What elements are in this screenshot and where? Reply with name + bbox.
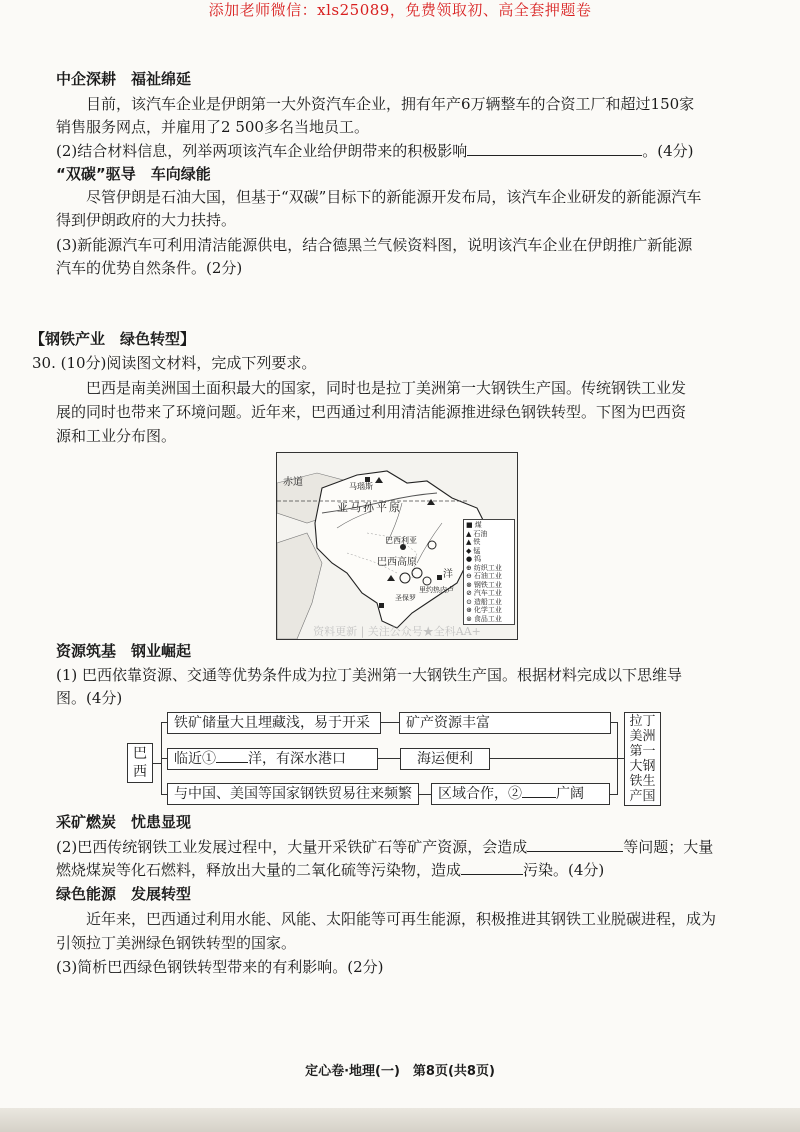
para2-line2: 得到伊朗政府的大力扶持。 bbox=[56, 211, 237, 229]
legend-item bbox=[466, 547, 512, 556]
legend-label: 铁 bbox=[473, 538, 481, 546]
legend-symbol-icon: ⊖ bbox=[466, 572, 472, 580]
mindmap-root: 巴西 bbox=[127, 743, 153, 783]
blank-1[interactable] bbox=[216, 749, 248, 763]
legend-label: 纺织工业 bbox=[473, 563, 502, 572]
legend-label: 造船工业 bbox=[473, 597, 502, 606]
answer-blank-4[interactable] bbox=[461, 859, 523, 875]
legend-label: 汽车工业 bbox=[473, 589, 502, 597]
legend-symbol-icon: ◆ bbox=[466, 546, 472, 555]
map-label-city2: 巴西利亚 bbox=[385, 536, 417, 545]
question-2b-line2-b: 污染。(4分) bbox=[523, 861, 605, 879]
legend-label: 钨 bbox=[474, 555, 482, 563]
legend-symbol-icon: ⊚ bbox=[466, 614, 472, 623]
question-1-line1: (1) 巴西依靠资源、交通等优势条件成为拉丁美洲第一大钢铁生产国。根据材料完成以下思维导 bbox=[56, 666, 683, 684]
legend-label: 石油工业 bbox=[473, 572, 502, 580]
legend-item bbox=[466, 521, 512, 530]
legend-item bbox=[466, 564, 512, 573]
question-2a-text: (2)结合材料信息，列举两项该汽车企业给伊朗带来的积极影响 bbox=[56, 142, 468, 160]
mindmap-row2-left-b: 洋，有深水港口 bbox=[248, 751, 346, 767]
map-label-equator: 赤道 bbox=[283, 477, 303, 488]
para2-line1: 尽管伊朗是石油大国，但基于“双碳”目标下的新能源开发布局，该汽车企业研发的新能源汽车 bbox=[86, 188, 702, 206]
map-legend bbox=[463, 519, 515, 625]
mindmap-result: 拉丁美洲第一大钢铁生产国 bbox=[624, 712, 661, 806]
answer-blank[interactable] bbox=[467, 140, 642, 156]
question-3a-line1: (3)新能源汽车可利用清洁能源供电，结合德黑兰气候资料图，说明该汽车企业在伊朗推广新能源 bbox=[56, 236, 693, 254]
legend-symbol-icon: ▲ bbox=[466, 538, 472, 546]
mindmap-row3-right bbox=[431, 783, 610, 805]
heading-resources: 资源筑基 钢业崛起 bbox=[56, 642, 192, 660]
legend-label: 钢铁工业 bbox=[473, 580, 502, 589]
para1-line2: 销售服务网点，并雇用了2 500多名当地员工。 bbox=[56, 118, 369, 136]
brazil-map bbox=[276, 452, 518, 640]
legend-item bbox=[466, 530, 512, 539]
mindmap-row3-left: 与中国、美国等国家钢铁贸易往来频繁 bbox=[167, 783, 419, 805]
question-3b: (3)简析巴西绿色钢铁转型带来的有利影响。(2分) bbox=[56, 958, 384, 976]
map-watermark: 资料更新 | 关注公众号★全科AA+ bbox=[313, 625, 481, 638]
question-2a-end: 。(4分) bbox=[642, 142, 694, 160]
map-label-city4: 圣保罗 bbox=[395, 594, 416, 602]
legend-item bbox=[466, 615, 512, 624]
legend-item bbox=[466, 581, 512, 590]
question-2b-line1-b: 等问题；大量 bbox=[623, 838, 714, 856]
question-2b-line1-a: (2)巴西传统钢铁工业发展过程中，大量开采铁矿石等矿产资源，会造成 bbox=[56, 838, 528, 856]
question-1-line2: 图。(4分) bbox=[56, 689, 123, 707]
mindmap-row2-left bbox=[167, 748, 378, 770]
blank-2[interactable] bbox=[522, 784, 556, 798]
heading-mining: 采矿燃炭 忧患显现 bbox=[56, 813, 192, 831]
legend-item bbox=[466, 555, 512, 564]
question-2a bbox=[56, 140, 694, 162]
map-label-ocean: 洋 bbox=[443, 569, 453, 580]
map-label-city3: 里约热内卢 bbox=[419, 586, 454, 594]
question-2b-line2-a: 燃烧煤炭等化石燃料，释放出大量的二氧化硫等污染物，造成 bbox=[56, 861, 462, 879]
legend-label: 煤 bbox=[474, 521, 482, 529]
green-para-line1: 近年来，巴西通过利用水能、风能、太阳能等可再生能源，积极推进其钢铁工业脱碳进程，成为 bbox=[86, 910, 717, 928]
legend-label: 石油 bbox=[473, 529, 488, 538]
legend-label: 锰 bbox=[473, 546, 481, 555]
legend-symbol-icon: ⊗ bbox=[466, 580, 472, 589]
map-label-city1: 马瑙斯 bbox=[349, 482, 373, 491]
green-para-line2: 引领拉丁美洲绿色钢铁转型的国家。 bbox=[56, 934, 297, 952]
map-label-plateau: 巴西高原 bbox=[377, 557, 417, 568]
legend-item bbox=[466, 538, 512, 547]
answer-blank-3[interactable] bbox=[527, 836, 623, 852]
legend-item bbox=[466, 598, 512, 607]
legend-symbol-icon: ⊙ bbox=[466, 597, 472, 606]
mindmap-row3-right-a: 区域合作，② bbox=[438, 786, 522, 802]
heading-green-energy: 绿色能源 发展转型 bbox=[56, 885, 192, 903]
question-2b-line1 bbox=[56, 836, 713, 858]
legend-symbol-icon: ⊛ bbox=[466, 606, 472, 614]
heading-dual-carbon: “双碳”驱导 车向绿能 bbox=[56, 165, 211, 183]
legend-symbol-icon: ⊕ bbox=[466, 563, 472, 572]
intro-line2: 展的同时也带来了环境问题。近年来，巴西通过利用清洁能源推进绿色钢铁转型。下图为巴西资 bbox=[56, 403, 687, 421]
legend-symbol-icon: ● bbox=[466, 555, 473, 563]
legend-symbol-icon: ■ bbox=[466, 521, 473, 529]
watermark-banner: 添加老师微信：xls25089，免费领取初、高全套押题卷 bbox=[208, 1, 592, 19]
mindmap-row1-right: 矿产资源丰富 bbox=[399, 712, 611, 734]
question-30-title: 30. (10分)阅读图文材料，完成下列要求。 bbox=[32, 354, 317, 372]
legend-label: 食品工业 bbox=[473, 614, 502, 623]
question-3a-line2: 汽车的优势自然条件。(2分) bbox=[56, 259, 243, 277]
map-label-amazon: 亚马孙平原 bbox=[337, 501, 402, 514]
intro-line1: 巴西是南美洲国土面积最大的国家，同时也是拉丁美洲第一大钢铁生产国。传统钢铁工业发 bbox=[86, 379, 687, 397]
mindmap-row2-left-a: 临近① bbox=[174, 751, 216, 767]
legend-item bbox=[466, 572, 512, 581]
legend-label: 化学工业 bbox=[473, 606, 502, 614]
legend-item bbox=[466, 589, 512, 598]
page-footer: 定心卷·地理(一) 第8页(共8页) bbox=[305, 1064, 495, 1079]
legend-item bbox=[466, 606, 512, 615]
mindmap-row3-right-b: 广阔 bbox=[556, 786, 584, 802]
heading-enterprise: 中企深耕 福祉绵延 bbox=[56, 70, 192, 88]
para1-line1: 目前，该汽车企业是伊朗第一大外资汽车企业，拥有年产6万辆整车的合资工厂和超过150家 bbox=[86, 95, 695, 113]
section-tag-steel: 【钢铁产业 绿色转型】 bbox=[30, 330, 196, 348]
question-2b-line2 bbox=[56, 859, 604, 881]
intro-line3: 源和工业分布图。 bbox=[56, 427, 177, 445]
legend-symbol-icon: ▲ bbox=[466, 529, 472, 538]
mindmap-row1-left: 铁矿储量大且埋藏浅，易于开采 bbox=[167, 712, 381, 734]
scan-edge bbox=[0, 1108, 800, 1132]
mindmap-row2-right: 海运便利 bbox=[400, 748, 490, 770]
legend-symbol-icon: ⊘ bbox=[466, 589, 472, 597]
